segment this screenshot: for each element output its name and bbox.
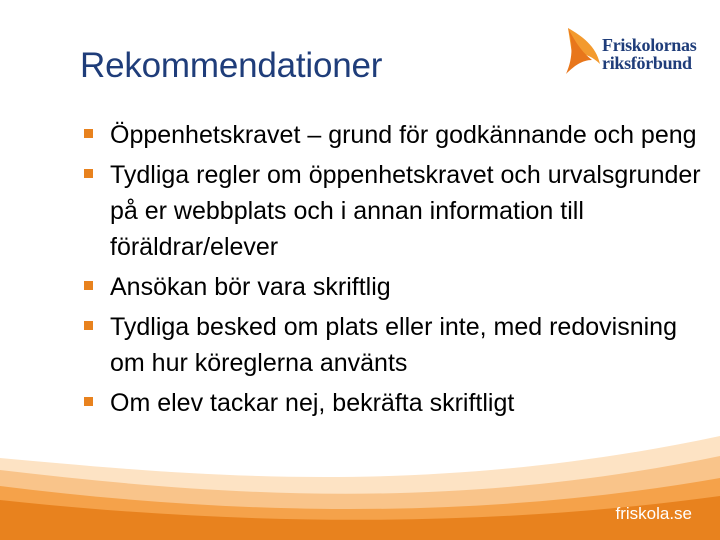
bullet-item xyxy=(84,117,704,153)
bullet-text: Tydliga regler om öppenhetskravet och urvalsgrunder på er webbplats och i annan information till föräldrar/elever xyxy=(110,161,701,261)
logo-line-1: Friskolornas xyxy=(602,35,697,55)
footer-url[interactable]: friskola.se xyxy=(615,504,692,523)
footer-wave-decoration xyxy=(0,400,720,540)
bullet-list xyxy=(84,117,704,425)
logo xyxy=(562,26,702,78)
bullet-text: Öppenhetskravet – grund för godkännande och peng xyxy=(110,121,697,149)
slide-title: Rekommendationer xyxy=(80,46,383,85)
bullet-item xyxy=(84,309,704,381)
bullet-item xyxy=(84,157,704,265)
bullet-square-icon xyxy=(84,129,93,138)
bullet-square-icon xyxy=(84,281,93,290)
bullet-square-icon xyxy=(84,169,93,178)
logo-text xyxy=(602,36,696,72)
bullet-text: Tydliga besked om plats eller inte, med redovisning om hur köreglerna använts xyxy=(110,313,677,377)
bullet-text: Ansökan bör vara skriftlig xyxy=(110,273,391,301)
bullet-text: Om elev tackar nej, bekräfta skriftligt xyxy=(110,389,515,417)
sail-icon xyxy=(562,26,602,78)
bullet-item xyxy=(84,269,704,305)
logo-line-2: riksförbund xyxy=(602,53,692,73)
bullet-square-icon xyxy=(84,321,93,330)
